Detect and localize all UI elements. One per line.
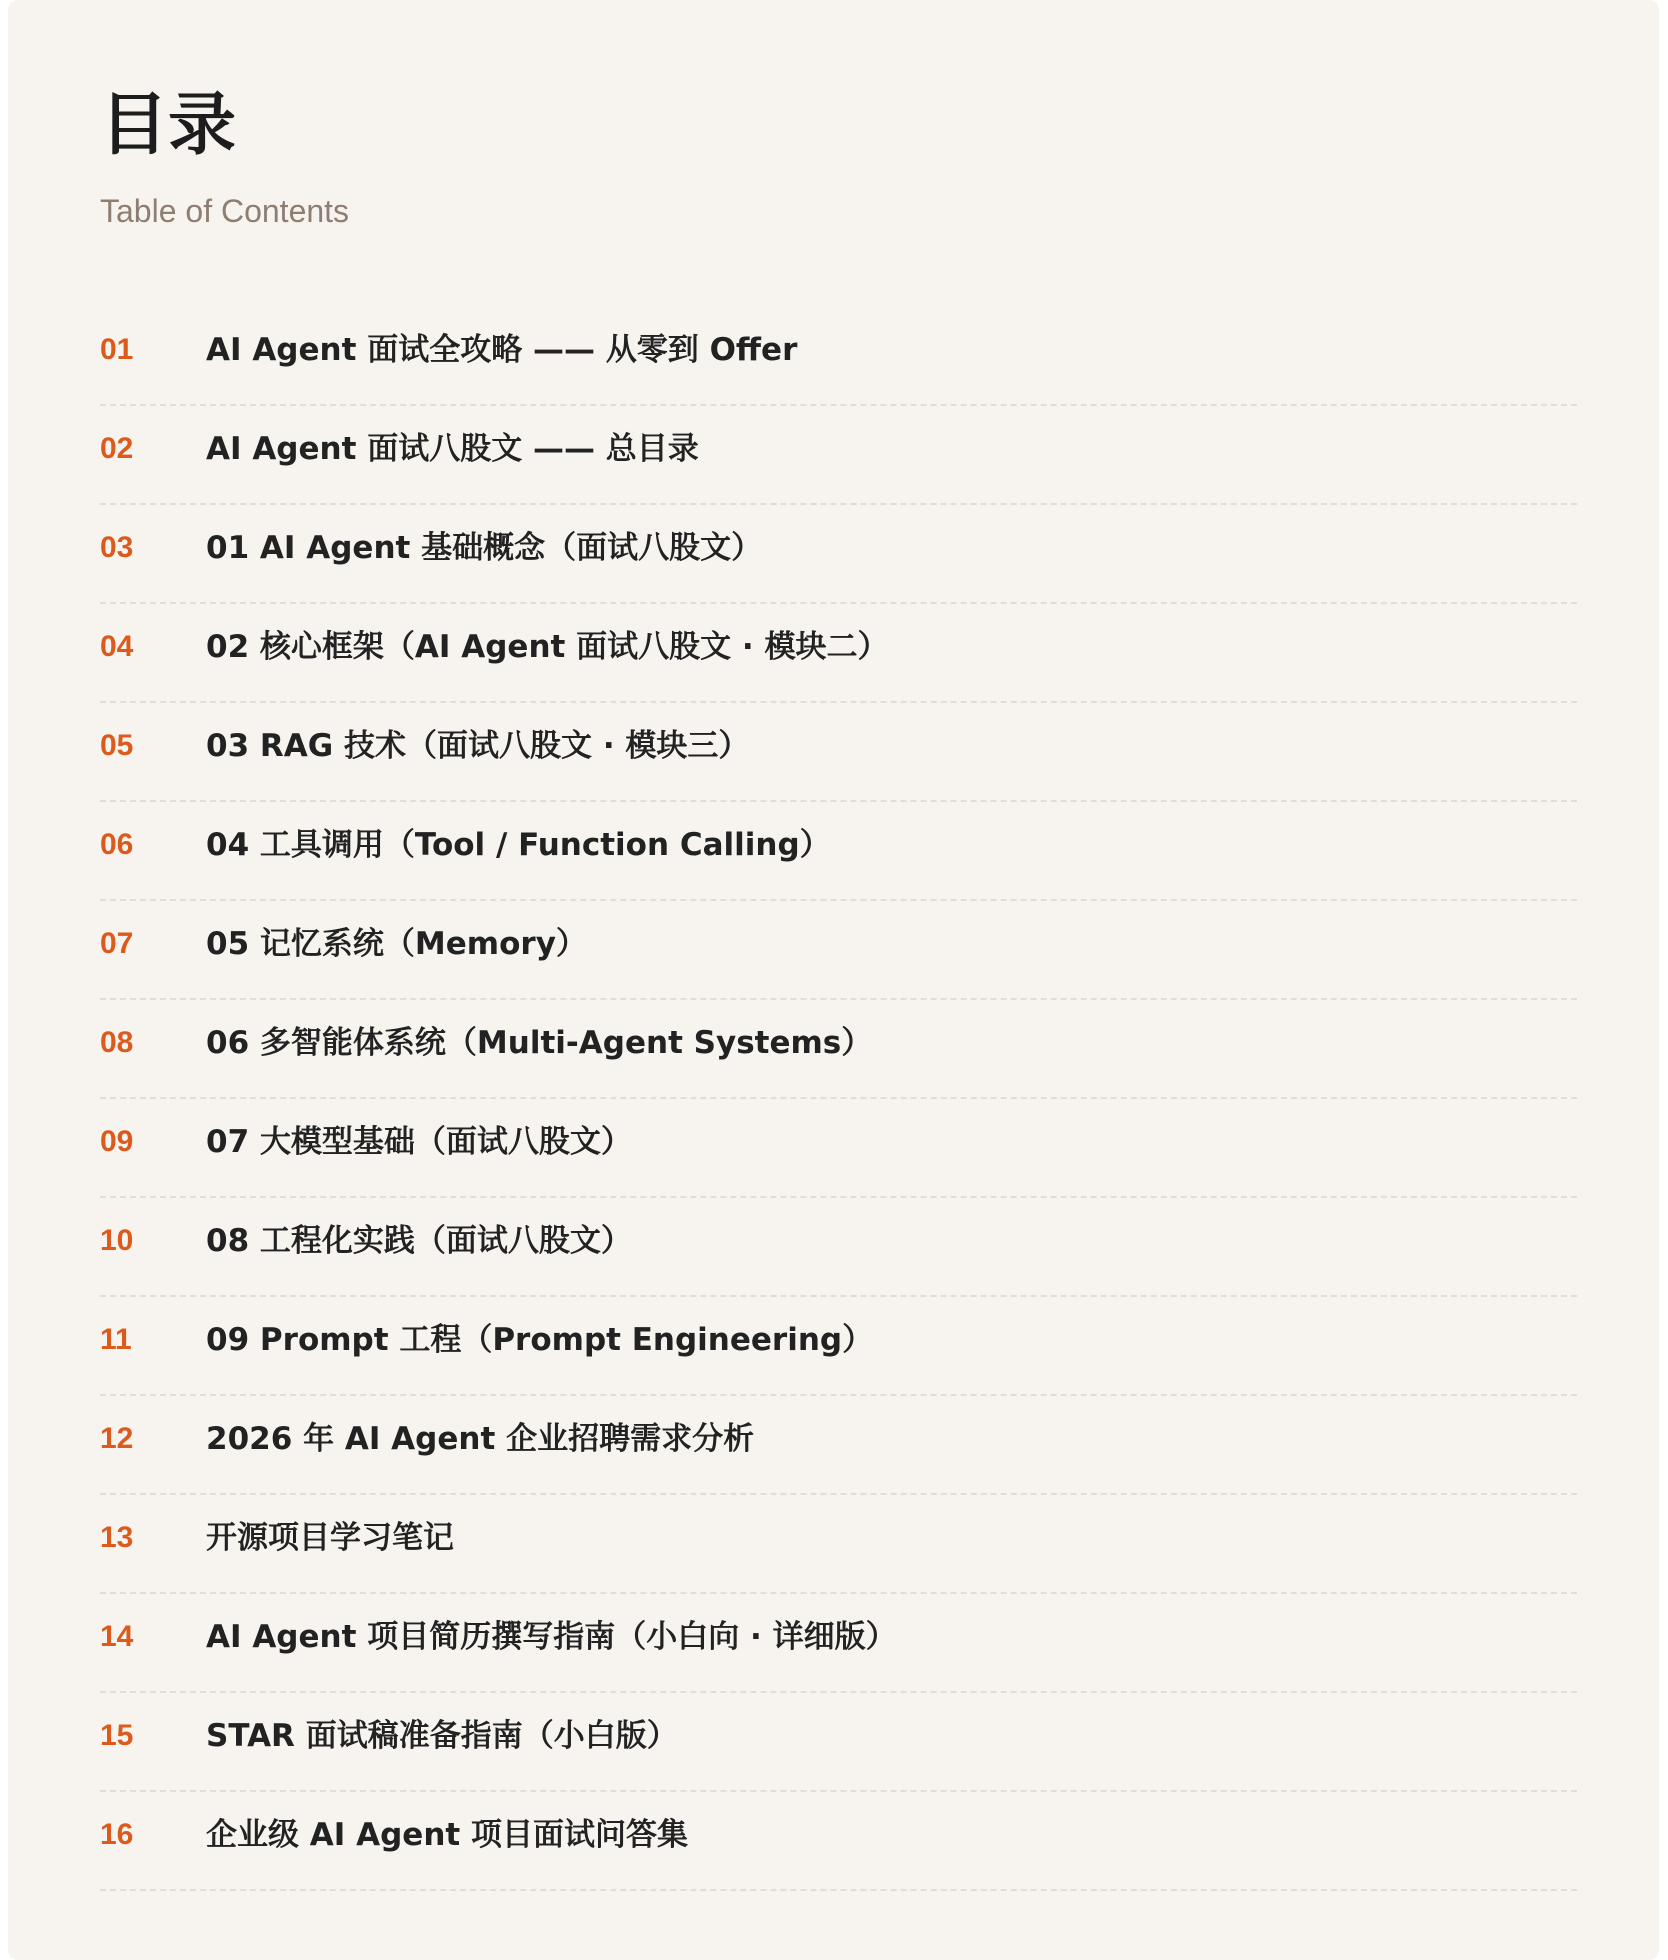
toc-item-title: 02 核心框架（AI Agent 面试八股文 · 模块二） <box>206 629 889 665</box>
toc-item-number: 16 <box>100 1818 134 1851</box>
toc-item-title: 01 AI Agent 基础概念（面试八股文） <box>206 530 763 566</box>
toc-item-title: AI Agent 面试八股文 —— 总目录 <box>206 431 699 467</box>
toc-item-number: 13 <box>100 1521 134 1554</box>
toc-item-title: AI Agent 项目简历撰写指南（小白向 · 详细版） <box>206 1619 897 1655</box>
toc-item-number: 08 <box>100 1026 134 1059</box>
toc-item[interactable] <box>100 804 1577 901</box>
toc-item[interactable] <box>100 507 1577 604</box>
toc-item-number: 15 <box>100 1719 134 1752</box>
toc-item-title: 05 记忆系统（Memory） <box>206 926 587 962</box>
toc-heading: 目录 <box>100 86 237 165</box>
toc-item[interactable] <box>100 1398 1577 1495</box>
toc-item-number: 12 <box>100 1422 134 1455</box>
toc-item[interactable] <box>100 408 1577 505</box>
toc-item[interactable] <box>100 1101 1577 1198</box>
toc-item-number: 02 <box>100 432 134 465</box>
toc-subtitle: Table of Contents <box>100 193 350 229</box>
toc-item[interactable] <box>100 309 1577 406</box>
toc-item-number: 05 <box>100 729 134 762</box>
toc-item-number: 01 <box>100 333 134 366</box>
toc-item-number: 06 <box>100 828 134 861</box>
toc-item[interactable] <box>100 705 1577 802</box>
toc-item-number: 09 <box>100 1125 134 1158</box>
toc-item-number: 03 <box>100 531 134 564</box>
toc-item-title: AI Agent 面试全攻略 —— 从零到 Offer <box>206 332 798 368</box>
toc-item[interactable] <box>100 1002 1577 1099</box>
toc-item[interactable] <box>100 606 1577 703</box>
toc-item[interactable] <box>100 1695 1577 1792</box>
toc-item[interactable] <box>100 1596 1577 1693</box>
toc-item[interactable] <box>100 1794 1577 1891</box>
toc-item-title: STAR 面试稿准备指南（小白版） <box>206 1718 678 1754</box>
toc-item-title: 03 RAG 技术（面试八股文 · 模块三） <box>206 728 750 764</box>
toc-item-number: 07 <box>100 927 134 960</box>
toc-item-title: 09 Prompt 工程（Prompt Engineering） <box>206 1322 874 1358</box>
toc-item-number: 11 <box>100 1323 132 1356</box>
toc-item-title: 06 多智能体系统（Multi-Agent Systems） <box>206 1025 873 1061</box>
toc-item[interactable] <box>100 1200 1577 1297</box>
toc-list <box>100 309 1577 1893</box>
toc-page <box>8 0 1659 1960</box>
toc-item-title: 2026 年 AI Agent 企业招聘需求分析 <box>206 1421 755 1457</box>
toc-item[interactable] <box>100 903 1577 1000</box>
toc-item-title: 07 大模型基础（面试八股文） <box>206 1124 632 1160</box>
toc-item[interactable] <box>100 1299 1577 1396</box>
toc-item[interactable] <box>100 1497 1577 1594</box>
toc-item-number: 14 <box>100 1620 134 1653</box>
toc-item-number: 04 <box>100 630 134 663</box>
toc-item-number: 10 <box>100 1224 134 1257</box>
toc-item-title: 开源项目学习笔记 <box>206 1520 454 1556</box>
toc-item-title: 企业级 AI Agent 项目面试问答集 <box>206 1817 688 1853</box>
toc-item-title: 04 工具调用（Tool / Function Calling） <box>206 827 831 863</box>
toc-item-title: 08 工程化实践（面试八股文） <box>206 1223 632 1259</box>
